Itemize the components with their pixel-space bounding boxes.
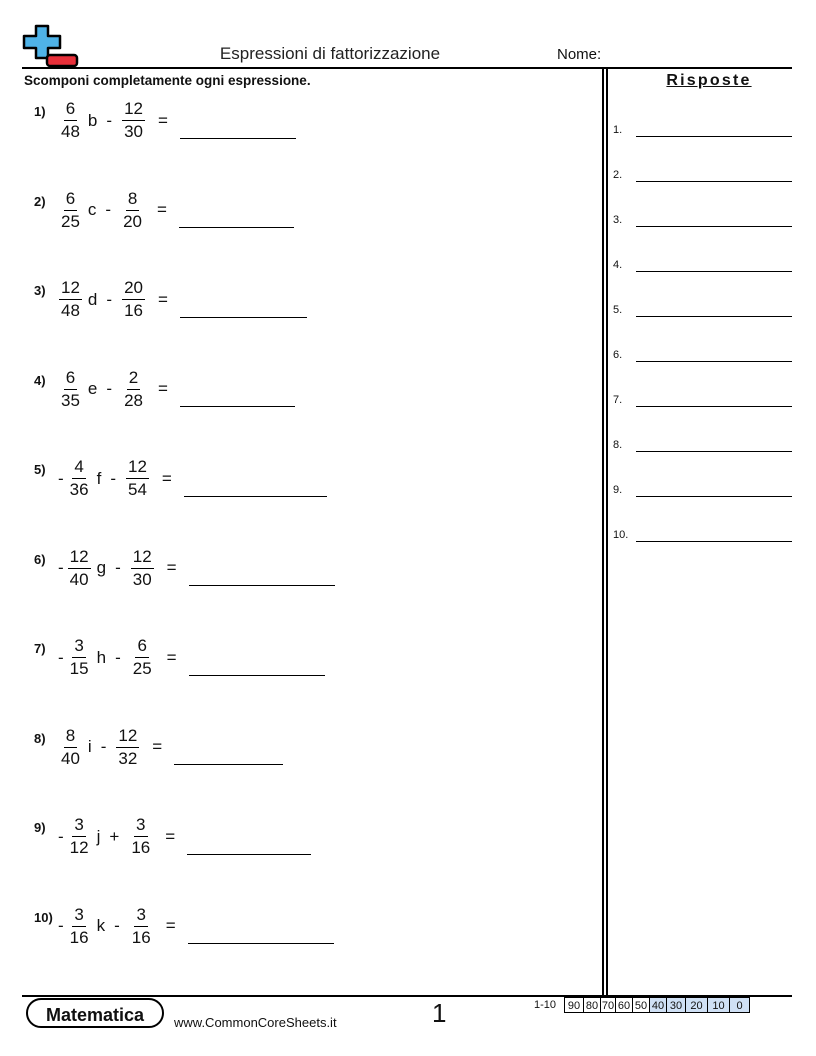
answer-blank[interactable]	[180, 405, 295, 407]
answer-blank[interactable]	[184, 495, 327, 497]
fraction	[129, 814, 152, 859]
fraction-denominator: 32	[118, 748, 138, 768]
variable: d	[87, 289, 98, 309]
fraction-numerator: 12	[59, 277, 82, 300]
fraction-denominator: 28	[124, 390, 143, 410]
fraction	[130, 904, 153, 949]
equals-sign: =	[165, 826, 176, 846]
problem-item	[22, 278, 592, 343]
answer-row	[613, 349, 793, 369]
variable: c	[87, 200, 97, 219]
fraction-denominator: 20	[123, 211, 143, 231]
answers-title: Risposte	[666, 72, 752, 89]
variable: g	[96, 558, 107, 577]
score-cell: 90	[564, 997, 584, 1013]
fraction-numerator: 8	[64, 725, 77, 748]
problem-number: 3)	[34, 283, 46, 298]
problem-number: 10)	[34, 909, 53, 925]
fraction-denominator: 12	[69, 838, 89, 857]
equals-sign: =	[157, 379, 168, 398]
fraction-numerator: 3	[72, 635, 85, 658]
fraction-denominator: 48	[61, 122, 80, 141]
fraction	[121, 188, 144, 233]
fraction	[122, 98, 145, 143]
score-cell: 50	[632, 997, 650, 1013]
answer-number: 10.	[613, 529, 629, 541]
equals-sign: =	[157, 289, 168, 309]
problem-expression	[58, 456, 327, 501]
equals-sign: =	[157, 110, 168, 130]
fraction	[131, 635, 154, 680]
operator: -	[115, 647, 121, 667]
logo-icon	[22, 24, 80, 68]
problem-expression	[58, 725, 283, 770]
operator: -	[106, 379, 113, 398]
answer-number: 2.	[613, 169, 623, 181]
problem-item	[22, 636, 592, 701]
answer-blank[interactable]	[180, 137, 296, 139]
fraction-numerator: 12	[126, 456, 149, 479]
score-cell: 80	[583, 997, 601, 1013]
fraction	[68, 456, 91, 501]
answer-row	[613, 439, 793, 459]
fraction-numerator: 2	[127, 367, 140, 390]
operator: +	[109, 826, 120, 846]
equals-sign: =	[166, 558, 177, 577]
fraction	[59, 725, 82, 770]
fraction-numerator: 6	[64, 98, 77, 121]
fraction-denominator: 30	[132, 569, 152, 589]
problem-expression	[58, 904, 334, 949]
answer-number: 5.	[613, 304, 623, 316]
operator: -	[100, 737, 107, 756]
fraction-denominator: 15	[69, 659, 89, 678]
score-range-label: 1-10	[534, 999, 557, 1011]
page-number: 1	[432, 998, 447, 1028]
sign-minus: -	[58, 558, 64, 577]
problem-number: 8)	[34, 730, 46, 746]
problem-number: 6)	[34, 551, 46, 567]
website-link[interactable]: www.CommonCoreSheets.it	[174, 1015, 337, 1030]
fraction-denominator: 54	[128, 480, 147, 499]
problem-number: 2)	[34, 193, 46, 209]
sign-minus: -	[58, 826, 64, 846]
fraction-denominator: 16	[131, 927, 151, 947]
operator: -	[110, 468, 116, 488]
fraction	[131, 546, 154, 591]
problem-item	[22, 188, 592, 254]
score-cell: 10	[707, 997, 730, 1013]
answer-line[interactable]	[636, 406, 792, 407]
fraction-numerator: 6	[64, 188, 77, 211]
problem-expression	[58, 98, 296, 143]
variable: e	[87, 379, 98, 398]
answer-line[interactable]	[636, 451, 792, 452]
problem-number: 5)	[34, 462, 46, 477]
answer-blank[interactable]	[188, 942, 334, 944]
variable: k	[96, 916, 106, 935]
variable: b	[87, 110, 98, 130]
answer-number: 9.	[613, 484, 623, 496]
score-cell: 60	[615, 997, 633, 1013]
fraction-numerator: 3	[72, 814, 85, 837]
problem-item	[22, 99, 592, 164]
problem-number: 4)	[34, 372, 46, 388]
subject-badge: Matematica	[26, 998, 164, 1028]
fraction-numerator: 6	[135, 635, 148, 658]
worksheet-title: Espressioni di fattorizzazione	[219, 44, 441, 63]
sign-minus: -	[58, 916, 64, 935]
fraction-denominator: 16	[124, 301, 143, 320]
answer-row	[613, 304, 793, 324]
answer-row	[613, 394, 793, 414]
operator: -	[115, 558, 121, 577]
answer-line[interactable]	[636, 271, 792, 272]
fraction	[59, 367, 82, 412]
fraction	[122, 367, 145, 412]
equals-sign: =	[152, 737, 163, 756]
fraction-numerator: 8	[126, 188, 139, 211]
problem-number: 1)	[34, 104, 46, 119]
problem-item	[22, 367, 592, 433]
fraction-numerator: 12	[116, 725, 139, 748]
answer-row	[613, 214, 793, 234]
score-cell: 20	[685, 997, 708, 1013]
fraction-numerator: 12	[68, 546, 91, 569]
problem-item	[22, 815, 592, 880]
problem-item	[22, 457, 592, 522]
problem-expression	[58, 546, 335, 591]
answer-number: 8.	[613, 439, 623, 451]
variable: j	[96, 826, 101, 846]
fraction-numerator: 12	[131, 546, 154, 569]
fraction	[59, 98, 82, 143]
answer-row	[613, 484, 793, 504]
sign-minus: -	[58, 468, 64, 488]
problem-expression	[58, 188, 294, 233]
problem-item	[22, 904, 592, 970]
problem-expression	[58, 277, 307, 322]
answer-number: 7.	[613, 394, 623, 406]
score-cell: 40	[649, 997, 667, 1013]
fraction	[68, 546, 91, 591]
fraction-denominator: 36	[69, 480, 89, 499]
answer-row	[613, 124, 793, 144]
fraction-denominator: 16	[69, 927, 89, 947]
column-divider	[602, 67, 604, 995]
fraction-denominator: 30	[124, 122, 143, 141]
problem-number: 7)	[34, 641, 46, 656]
fraction-denominator: 16	[131, 838, 151, 857]
fraction	[126, 456, 149, 501]
header-divider	[22, 67, 792, 69]
answer-blank[interactable]	[187, 853, 311, 855]
answer-blank[interactable]	[180, 316, 307, 318]
instructions: Scomponi completamente ogni espressione.	[24, 73, 311, 88]
fraction-numerator: 6	[64, 367, 77, 390]
fraction-numerator: 12	[122, 98, 145, 121]
operator: -	[106, 289, 113, 309]
problem-expression	[58, 367, 295, 412]
answer-blank[interactable]	[174, 763, 283, 765]
operator: -	[114, 916, 120, 935]
score-cell: 70	[600, 997, 616, 1013]
equals-sign: =	[165, 916, 176, 935]
variable: f	[96, 468, 102, 488]
answer-line[interactable]	[636, 361, 792, 362]
problem-expression	[58, 814, 311, 859]
answer-blank[interactable]	[189, 674, 325, 676]
answer-number: 3.	[613, 214, 623, 226]
variable: i	[87, 737, 92, 756]
score-cell: 0	[729, 997, 750, 1013]
problem-number: 9)	[34, 820, 46, 835]
answer-number: 4.	[613, 259, 623, 271]
fraction-numerator: 20	[122, 277, 145, 300]
fraction-denominator: 40	[69, 569, 89, 589]
fraction-denominator: 35	[61, 390, 80, 410]
answer-line[interactable]	[636, 136, 792, 137]
answer-row	[613, 259, 793, 279]
fraction-numerator: 3	[72, 904, 85, 927]
answer-row	[613, 529, 793, 549]
variable: h	[96, 647, 107, 667]
problem-item	[22, 546, 592, 612]
answer-number: 6.	[613, 349, 623, 361]
equals-sign: =	[161, 468, 172, 488]
fraction-numerator: 3	[134, 904, 147, 927]
fraction	[59, 188, 82, 233]
fraction	[59, 277, 82, 322]
answer-number: 1.	[613, 124, 623, 136]
answer-line[interactable]	[636, 541, 792, 542]
problem-expression	[58, 635, 325, 680]
equals-sign: =	[157, 200, 167, 219]
problem-item	[22, 725, 592, 791]
operator: -	[106, 110, 113, 130]
fraction-denominator: 40	[61, 748, 80, 768]
fraction	[116, 725, 139, 770]
answer-blank[interactable]	[179, 226, 294, 228]
fraction-denominator: 25	[132, 659, 152, 678]
fraction-numerator: 3	[134, 814, 147, 837]
fraction	[68, 635, 91, 680]
fraction	[68, 814, 91, 859]
answer-line[interactable]	[636, 226, 792, 227]
answer-line[interactable]	[636, 496, 792, 497]
column-divider	[606, 67, 608, 995]
sign-minus: -	[58, 647, 64, 667]
fraction-denominator: 25	[61, 211, 80, 231]
answer-row	[613, 169, 793, 189]
score-cell: 30	[666, 997, 686, 1013]
fraction-denominator: 48	[61, 301, 80, 320]
operator: -	[105, 200, 112, 219]
answer-line[interactable]	[636, 181, 792, 182]
fraction-numerator: 4	[72, 456, 85, 479]
name-label: Nome:	[557, 46, 602, 63]
equals-sign: =	[166, 647, 177, 667]
fraction	[122, 277, 145, 322]
answer-line[interactable]	[636, 316, 792, 317]
fraction	[68, 904, 91, 949]
answer-blank[interactable]	[189, 584, 335, 586]
